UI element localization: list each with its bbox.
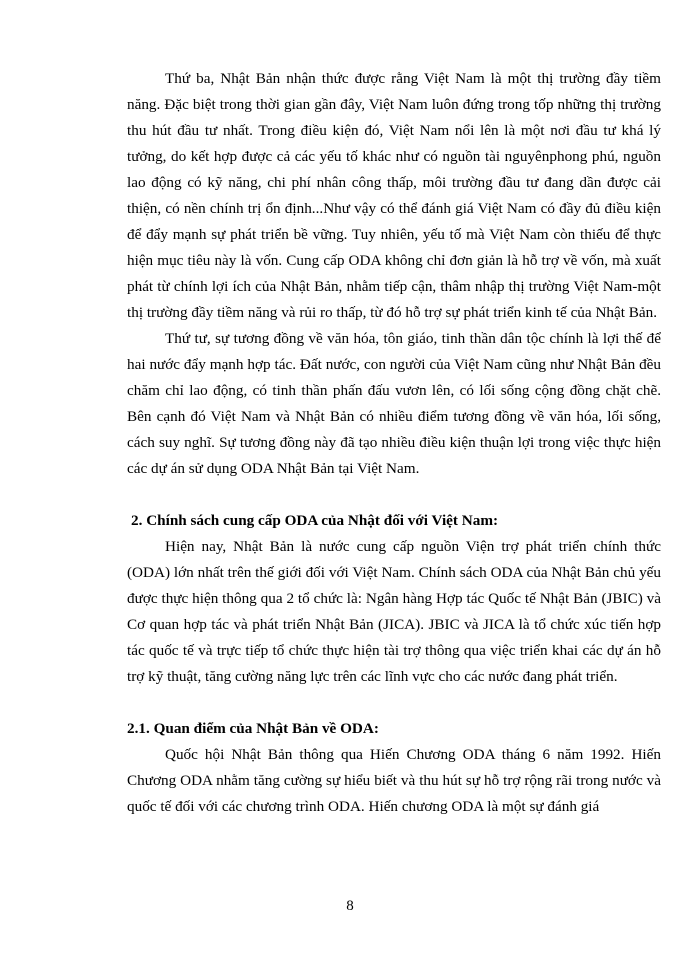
- paragraph-third-reason: Thứ ba, Nhật Bản nhận thức được rằng Việt Nam là một thị trường đầy tiềm năng. Đặc biệt trong thời gian gần đây, Việt Nam luôn đứng trong tốp những thị trường thu hút đầu tư nhất. Trong điều kiện đó, Việt Nam nổi lên là một nơi đầu tư khá lý tưởng, do kết hợp được cả các yếu tố khác như có nguồn tài nguyênphong phú, nguồn lao động có kỹ năng, chi phí nhân công thấp, môi trường đầu tư đang dần được cải thiện, có nền chính trị ổn định...Như vậy có thể đánh giá Việt Nam có đầy đủ điều kiện để đẩy mạnh sự phát triển bề vững. Tuy nhiên, yếu tố mà Việt Nam còn thiếu để thực hiện mục tiêu này là vốn. Cung cấp ODA không chỉ đơn giản là hỗ trợ về vốn, mà xuất phát từ chính lợi ích của Nhật Bản, nhằm tiếp cận, thâm nhập thị trường Việt Nam-một thị trường đầy tiềm năng và rủi ro thấp, từ đó hỗ trợ sự phát triển kinh tế của Nhật Bản.: [127, 70, 661, 321]
- paragraph-oda-charter: Quốc hội Nhật Bản thông qua Hiến Chương ODA tháng 6 năm 1992. Hiến Chương ODA nhằm tăng cường sự hiểu biết và thu hút sự hỗ trợ rộng rãi trong nước và quốc tế đối với các chương trình ODA. Hiến chương ODA là một sự đánh giá: [127, 746, 661, 815]
- paragraph-oda-policy: Hiện nay, Nhật Bản là nước cung cấp nguồn Viện trợ phát triển chính thức (ODA) lớn nhất trên thế giới đối với Việt Nam. Chính sách ODA của Nhật Bản chủ yếu được thực hiện thông qua 2 tổ chức là: Ngân hàng Hợp tác Quốc tế Nhật Bản (JBIC) và Cơ quan hợp tác và phát triển Nhật Bản (JICA). JBIC và JICA là tổ chức xúc tiến hợp tác quốc tế và trực tiếp tổ chức thực hiện tài trợ thông qua việc triển khai các dự án hỗ trợ kỹ thuật, tăng cường năng lực trên các lĩnh vực cho các nước đang phát triển.: [127, 538, 661, 685]
- page-number: 8: [346, 898, 354, 914]
- paragraph-fourth-reason: Thứ tư, sự tương đồng về văn hóa, tôn giáo, tinh thần dân tộc chính là lợi thế để hai nước đẩy mạnh hợp tác. Đất nước, con người của Việt Nam cũng như Nhật Bản đều chăm chỉ lao động, có tinh thần phấn đấu vươn lên, có lối sống cộng đồng chặt chẽ. Bên cạnh đó Việt Nam và Nhật Bản có nhiều điểm tương đồng về văn hóa, lối sống, cách suy nghĩ. Sự tương đồng này đã tạo nhiều điều kiện thuận lợi trong việc thực hiện các dự án sử dụng ODA Nhật Bản tại Việt Nam.: [127, 330, 661, 477]
- section-heading-oda-policy: 2. Chính sách cung cấp ODA của Nhật đối với Việt Nam:: [131, 512, 499, 529]
- document-body: [127, 66, 661, 820]
- subsection-heading-japan-view: 2.1. Quan điểm của Nhật Bản về ODA:: [127, 720, 379, 737]
